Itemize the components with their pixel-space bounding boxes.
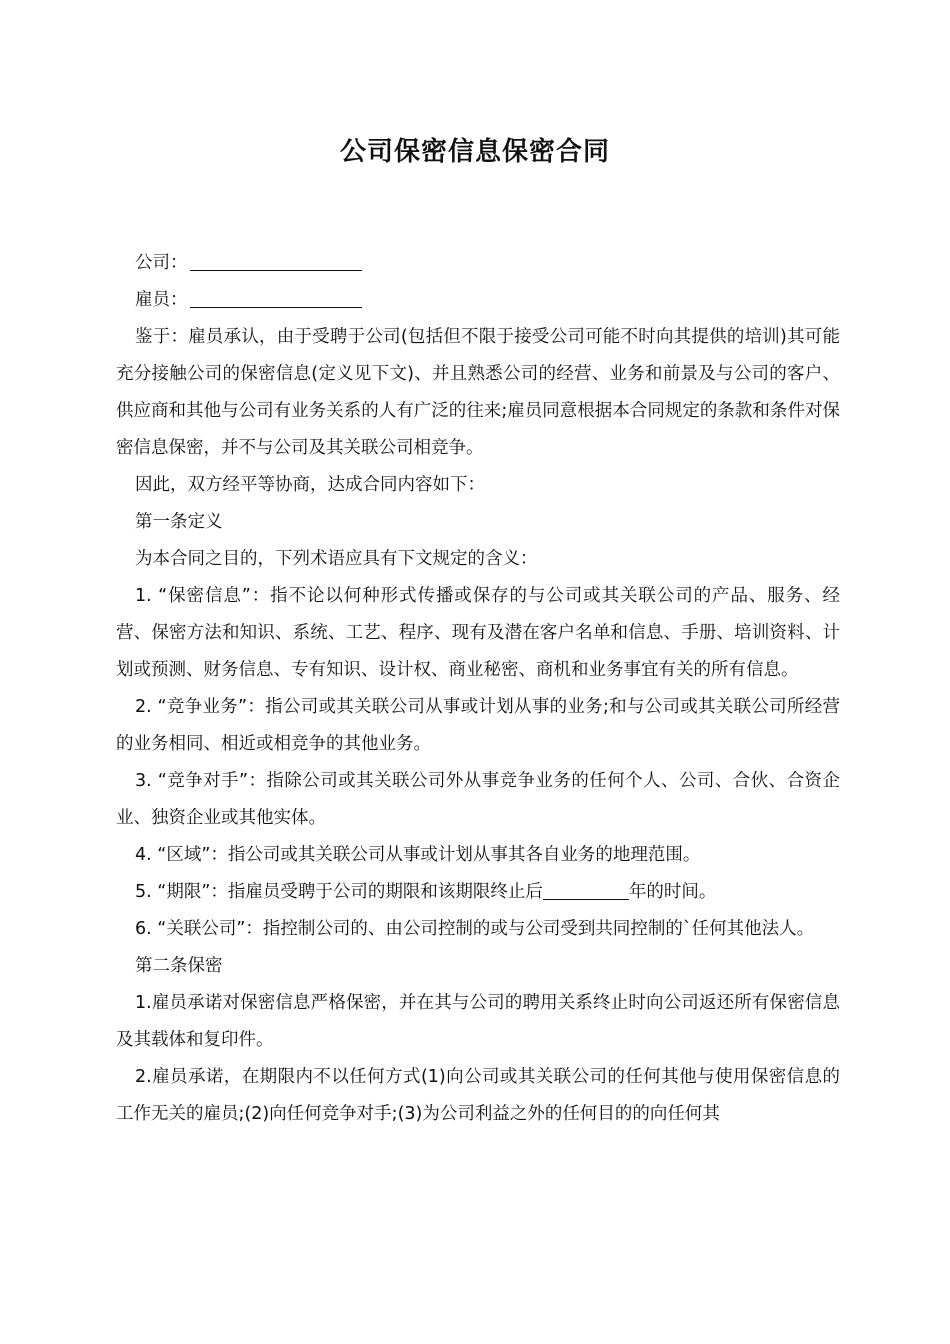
definition-5-text-after: 年的时间。 (628, 882, 717, 902)
employee-label: 雇员： (135, 290, 188, 310)
definition-3: 3. “竞争对手”：指除公司或其关联公司外从事竞争业务的任何个人、公司、合伙、合资企业、独资企业或其他实体。 (116, 771, 840, 828)
confidentiality-clause-1: 1.雇员承诺对保密信息严格保密，并在其与公司的聘用关系终止时向公司返还所有保密信息及其载体和复印件。 (116, 993, 840, 1050)
whereas-paragraph: 鉴于：雇员承认，由于受聘于公司(包括但不限于接受公司可能不时向其提供的培训)其可能充分接触公司的保密信息(定义见下文)、并且熟悉公司的经营、业务和前景及与公司的客户、供应商和其他与公司有业务关系的人有广泛的往来;雇员同意根据本合同规定的条款和条件对保密信息保密，并不与公司及其关联公司相竞争。 (116, 327, 840, 458)
definition-5 (116, 874, 840, 911)
document-title: 公司保密信息保密合同 (339, 137, 610, 167)
article2-heading: 第二条保密 (135, 956, 223, 976)
article1-heading: 第一条定义 (135, 512, 223, 532)
agreement-paragraph: 因此，双方经平等协商，达成合同内容如下： (135, 475, 485, 495)
company-label: 公司： (135, 253, 188, 273)
employee-blank-line (190, 287, 362, 308)
document-body (116, 245, 840, 1133)
employee-field (116, 282, 840, 319)
definition-1: 1. “保密信息”：指不论以何种形式传播或保存的与公司或其关联公司的产品、服务、经营、保密方法和知识、系统、工艺、程序、现有及潜在客户名单和信息、手册、培训资料、计划或预测、财务信息、专有知识、设计权、商业秘密、商机和业务事宜有关的所有信息。 (116, 586, 840, 680)
definition-5-text-before: 5. “期限”：指雇员受聘于公司的期限和该期限终止后 (135, 882, 543, 902)
company-blank-line (190, 250, 362, 271)
company-field (116, 245, 840, 282)
years-blank-line (543, 879, 629, 900)
definition-4: 4. “区域”：指公司或其关联公司从事或计划从事其各自业务的地理范围。 (135, 845, 701, 865)
confidentiality-clause-2: 2.雇员承诺，在期限内不以任何方式(1)向公司或其关联公司的任何其他与使用保密信息的工作无关的雇员;(2)向任何竞争对手;(3)为公司利益之外的任何目的的向任何其 (116, 1067, 840, 1124)
article1-intro: 为本合同之目的，下列术语应具有下文规定的含义： (135, 549, 538, 569)
definition-6: 6. “关联公司”：指控制公司的、由公司控制的或与公司受到共同控制的`任何其他法人。 (135, 919, 815, 939)
definition-2: 2. “竞争业务”：指公司或其关联公司从事或计划从事的业务;和与公司或其关联公司所经营的业务相同、相近或相竞争的其他业务。 (116, 697, 840, 754)
